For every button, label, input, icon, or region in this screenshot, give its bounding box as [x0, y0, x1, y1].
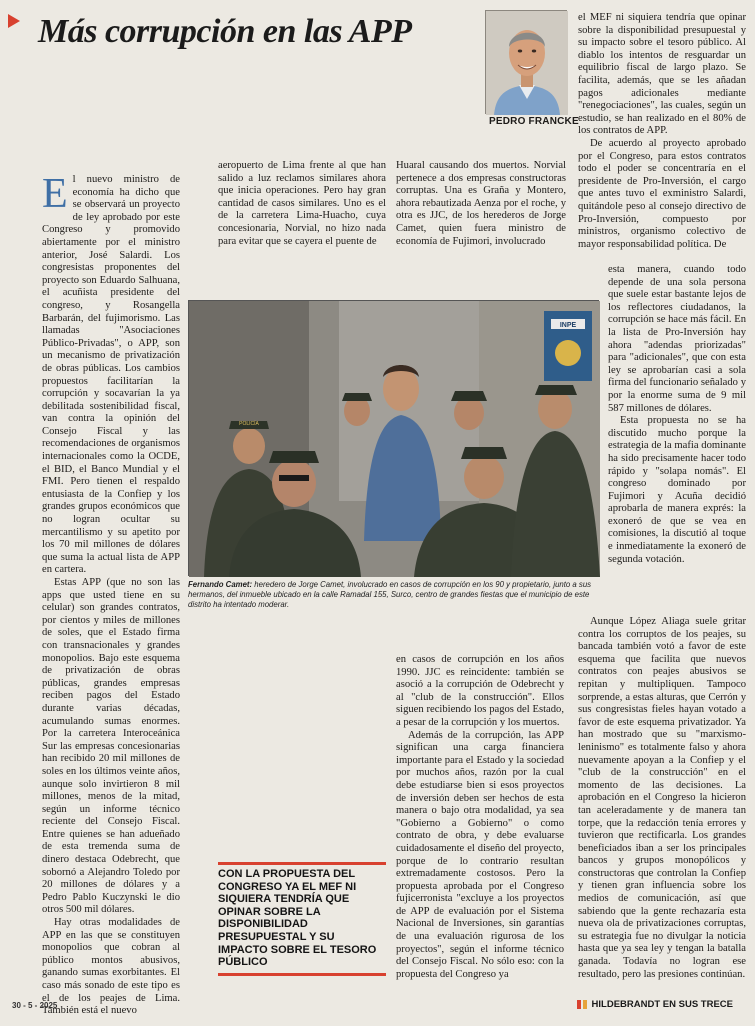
- paragraph: [42, 171, 180, 577]
- paragraph: Hay otras modalidades de APP en las que se constituyen monopolios que cobran al público montos abusivos, ganando sumas exorbitantes. El caso más sonado de este tipo es el de los peajes de Lima. También está el nuevo: [42, 917, 180, 1017]
- article-column-3-top: [396, 160, 566, 286]
- caption-name: Fernando Camet:: [188, 580, 253, 589]
- footer-bars-icon: [577, 1000, 587, 1009]
- paragraph: Aunque López Aliaga suele gritar contra los corruptos de los peajes, su bancada también votó a favor de este esquema que facilita que nuevos contratos con peajes abusivos se repitan y multipliquen. Tampoco sorprende, a estas alturas, que Cerrón y sus congresistas fieles hayan votado a favor de este esquema privatizador. Ya han mostrado que su "marxismo-leninismo" es totalmente falso y ahora nuevamente apoyan a la Confiep y el "club de la construcción" en el momento de las decisiones. La aprobación en el Congreso la hicieron tan aceleradamente y de manera tan torpe, que la redacción tenía errores y tuvieron que rectificarla. Los grandes beneficiados iban a ser los principales bancos y grupos monopólicos y constructoras que controlan la Confiep y tienen gran influencia sobre los medios de comunicación, así que sabiendo que la gente rechazaría esta nueva ola de privatizaciones corruptas, su estrategia fue no divulgar la noticia hasta que ya sea ley y tengan la batalla ganada. Todavía no logran ese resultado, pero las presiones continúan.: [578, 616, 746, 980]
- publication-footer: [577, 999, 733, 1010]
- page-date: 30 - 5 - 2025: [12, 1001, 58, 1010]
- pull-quote: CON LA PROPUESTA DEL CONGRESO YA EL MEF NI SIQUIERA TENDRÍA QUE OPINAR SOBRE LA DISPONIBILIDAD PRESUPUESTAL Y SU IMPACTO SOBRE EL TESORO PÚBLICO: [218, 862, 386, 976]
- dropcap: E: [42, 171, 68, 217]
- paragraph: esta manera, cuando todo depende de una sola persona que suele estar bastante lejos de los reflectores ciudadanos, la corrupción se hace más fácil. En la lista de Pro-Inversión hay ahora "adendas priorizadas" para "adicionales", que con esta ley se aprobarían casi a sola firma del funcionario señalado y por la enorme suma de 9 mil 587 millones de dólares.: [608, 264, 746, 414]
- article-column-4-bottom: [578, 616, 746, 996]
- caption-text: heredero de Jorge Camet, involucrado en casos de corrupción en los 90 y propietario, junto a sus hermanos, del inmueble ubicado en la calle Ramadal 155, Surco, centro de grandes fiestas que el municipio de este distrito ha intentado moderar.: [188, 580, 592, 609]
- photo-caption: [188, 580, 599, 609]
- article-column-3-bottom: [396, 654, 564, 1026]
- author-photo: [485, 10, 567, 114]
- sign-text: INPE: [559, 322, 577, 329]
- paragraph: Además de la corrupción, las APP significan una carga financiera importante para el Estado y la sociedad por muchos años, razón por la cual debe estudiarse bien si esos proyectos de inversión deben ser hechos de esta manera o bajo otra modalidad, ya sea "Gobierno a Gobierno" o como contrato de obra, y debe evaluarse cuidadosamente el diseño del proyecto, porque de lo contrario resultan extremadamente costosos. Pero la propuesta aprobada por el Congreso fujicerronista "excluye a los proyectos de APP de evaluación por el Sistema Nacional de Inversiones, sin garantías de una evaluación rigurosa de los proyectos", según el informe técnico del Consejo Fiscal. No sólo eso: con la propuesta del Congreso ya: [396, 729, 564, 980]
- paragraph-text: l nuevo ministro de economía ha dicho que se observará un proyecto de ley aprobado por este Congreso y promovido abiertamente por el ministro anterior, José Salardi. Los congresistas proponentes del proyecto son Eduardo Salhuana, el acuñista presidente del congreso, y Rosangella Barbarán, del fujimorismo. Las llamadas "Asociaciones Público-Privadas", o APP, son un mecanismo de privatización de obras públicas. Los cambios propuestos facilitarían la corrupción y socavarían la ya debilitada sostenibilidad fiscal, van contra la opinión del Consejo Fiscal y las recomendaciones de organismos internacionales como la OCDE, el BID, el Banco Mundial y el FMI. Pero tienen el respaldo entusiasta de la Confiep y los grandes grupos económicos que no logran ocultar su mercantilismo y su apetito por los 70 mil millones de dólares que suma la actual lista de APP en cartera.: [42, 174, 180, 576]
- paragraph: De acuerdo al proyecto aprobado por el Congreso, para estos contratos todo el poder se concentraría en el presidente de Pro-Inversión, el cargo que antes tuvo el exministro Salardi, quitándole peso al consejo directivo de Pro-Inversión, compuesto por ministros, organismo colectivo de mayor responsabilidad política. De: [578, 137, 746, 250]
- article-column-4-middle: [608, 264, 746, 616]
- paragraph: aeropuerto de Lima frente al que han salido a luz reclamos similares ahora que inicia operaciones. Pero hay gran cantidad de casos similares. Uno es el de la carretera Lima-Huacho, cuya concesionaria, Norvial, no hizo nada para evitar que se cayera el puente de: [218, 160, 386, 247]
- publication-name: HILDEBRANDT EN SUS TRECE: [591, 999, 733, 1010]
- paragraph: Esta propuesta no se ha discutido mucho porque la estrategia de la mafia dominante ha sido precisamente hacer todo rápido y "solapa nomás". El congreso dominado por Fujimori y Acuña decidió aprobarla de manera exprés: la exoneró de que se vea en comisiones, la discutió al toque e inmediatamente la exoneró de segunda votación.: [608, 415, 746, 565]
- cap-badge-text: POLICÍA: [239, 421, 259, 427]
- paragraph: Huaral causando dos muertos. Norvial pertenece a dos empresas constructoras corruptas. Una es Graña y Montero, ahora rebautizada Aenza por el roche, y otra es JJC, de los herederos de Jorge Camet, quien fuera ministro de economía de Fujimori, involucrado: [396, 160, 566, 247]
- section-marker-icon: [8, 14, 20, 28]
- article-column-1: [42, 171, 180, 1017]
- paragraph: Estas APP (que no son las apps que usted tiene en su celular) son grandes contratos, por cientos y miles de millones de soles, que el Estado firma con transnacionales y grandes monopolios. Bajo este esquema de privatización de obras públicas, grandes empresas reciben pagos del Estado durante varias décadas, acumulando sumas enormes. Por la carretera Interoceánica Sur las empresas concesionarias han recibido 20 mil millones de soles en los últimos veinte años, aunque solo invirtieron 8 mil millones, menos de la mitad, según un informe técnico reciente del Consejo Fiscal. Entre quienes se han adueñado de esta tremenda suma de dinero destaca Odebrecht, que sobornó a Alejandro Toledo por 20 millones de dólares y a Pedro Pablo Kuczynski le dio otros 500 mil dólares.: [42, 577, 180, 916]
- paragraph: en casos de corrupción en los años 1990. JJC es reincidente: también se asoció a la corrupción de Odebrecht y al "club de la construcción". Ellos siguen recibiendo los pagos del Estado, a pesar de la corrupción y los muertos.: [396, 654, 564, 728]
- headline: Más corrupción en las APP: [38, 13, 412, 50]
- author-portrait-icon: [486, 11, 568, 115]
- article-column-4-top: [578, 12, 746, 264]
- police-escort-photo-icon: [189, 301, 600, 577]
- paragraph: el MEF ni siquiera tendría que opinar sobre la disponibilidad presupuestal y su impacto sobre el tesoro público. Al diablo los intentos de resguardar un equilibrio fiscal de largo plazo. Se facilita, además, que se les añadan pagos adicionales mediante "renegociaciones", las cuales, según un estudio, se han realizado en el 80% de los contratos de APP.: [578, 12, 746, 137]
- news-photo: [188, 300, 599, 576]
- article-column-2: [218, 160, 386, 286]
- author-name: PEDRO FRANCKE: [489, 116, 579, 127]
